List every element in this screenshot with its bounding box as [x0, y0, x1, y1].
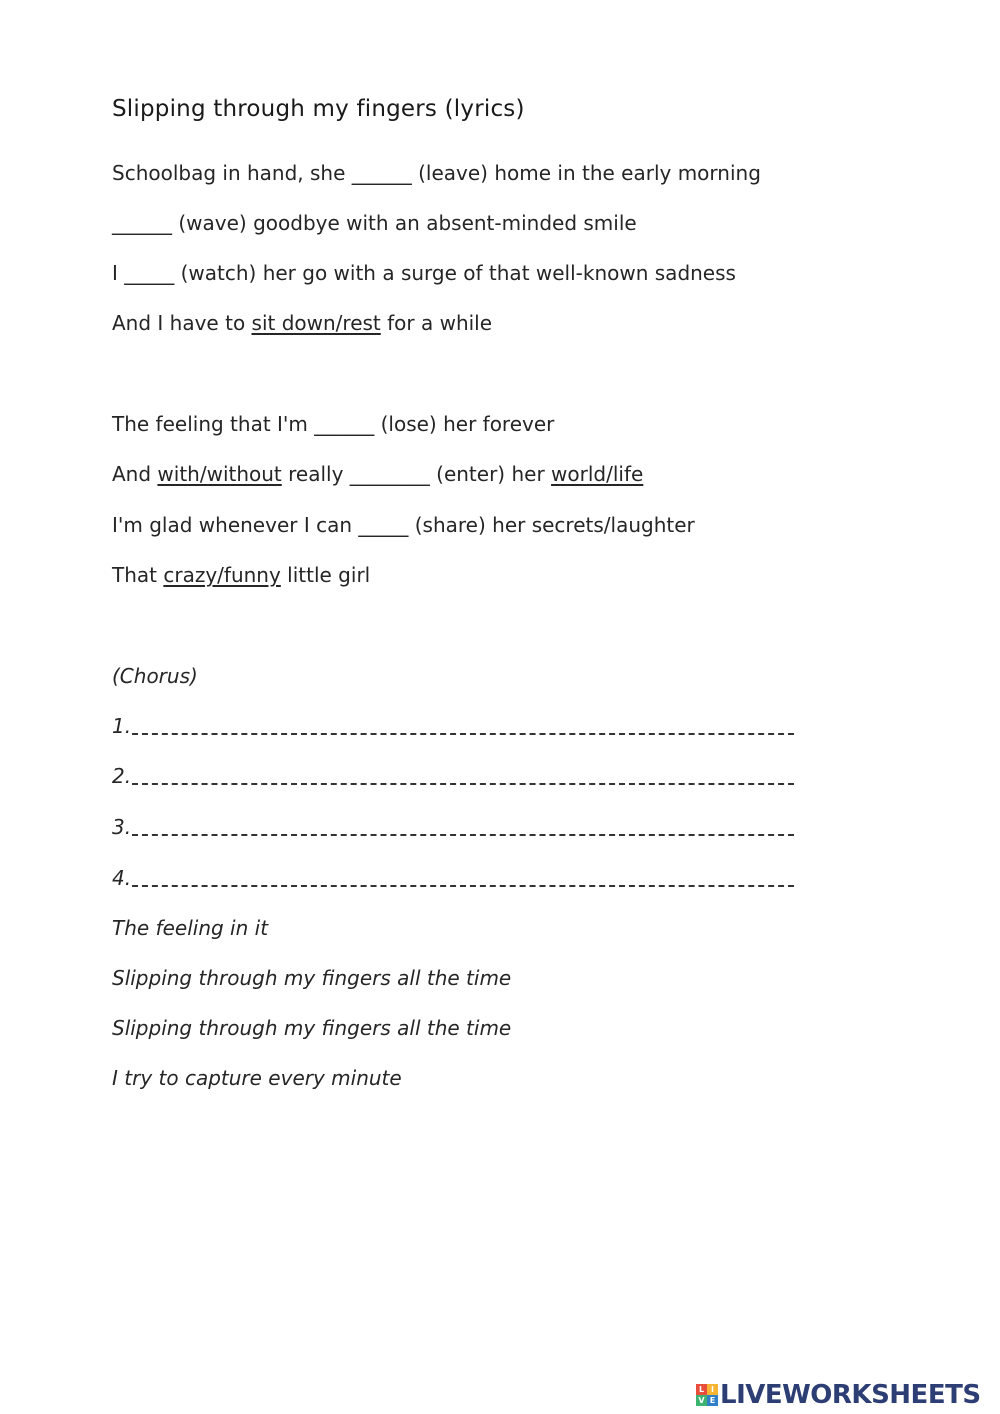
answer-blank-4[interactable]	[112, 866, 794, 890]
chorus-line8: I try to capture every minute	[112, 1066, 402, 1090]
word-choice: with/without	[157, 462, 282, 486]
text-fragment: really ________ (enter) her	[281, 462, 552, 486]
text-fragment: That	[112, 563, 164, 587]
answer-blank-3[interactable]	[112, 815, 794, 839]
word-choice: world/life	[551, 462, 644, 486]
logo-square: V	[696, 1395, 707, 1406]
word-choice: sit down/rest	[251, 311, 381, 335]
chorus-label: (Chorus)	[112, 664, 198, 688]
answer-underline	[132, 834, 794, 836]
text-fragment: And	[112, 462, 158, 486]
text-fragment: And I have to	[112, 311, 252, 335]
verse1-line2: ______ (wave) goodbye with an absent-minded smile	[112, 211, 637, 235]
verse1-line1: Schoolbag in hand, she ______ (leave) home in the early morning	[112, 161, 761, 185]
answer-number: 1.	[112, 714, 132, 738]
logo-square: L	[696, 1384, 707, 1395]
page-title: Slipping through my fingers (lyrics)	[112, 96, 525, 122]
verse2-line1: The feeling that I'm ______ (lose) her forever	[112, 412, 555, 436]
logo-square: I	[707, 1384, 718, 1395]
liveworksheets-logo	[696, 1380, 981, 1410]
verse2-line2	[112, 462, 643, 486]
verse2-line3: I'm glad whenever I can _____ (share) her secrets/laughter	[112, 513, 695, 537]
answer-blank-2[interactable]	[112, 764, 794, 788]
logo-square: E	[707, 1395, 718, 1406]
answer-underline	[132, 783, 794, 785]
verse1-line4	[112, 311, 492, 335]
chorus-line7: Slipping through my fingers all the time	[112, 1016, 512, 1040]
answer-number: 4.	[112, 866, 132, 890]
text-fragment: little girl	[280, 563, 371, 587]
answer-number: 3.	[112, 815, 132, 839]
logo-mark-icon	[696, 1384, 718, 1406]
answer-underline	[132, 885, 794, 887]
chorus-line5: The feeling in it	[112, 916, 269, 940]
logo-text: LIVEWORKSHEETS	[720, 1380, 981, 1410]
word-choice: crazy/funny	[163, 563, 281, 587]
answer-blank-1[interactable]	[112, 714, 794, 738]
text-fragment: for a while	[380, 311, 493, 335]
chorus-line6: Slipping through my fingers all the time	[112, 966, 512, 990]
verse1-line3: I _____ (watch) her go with a surge of that well-known sadness	[112, 261, 736, 285]
answer-number: 2.	[112, 764, 132, 788]
answer-underline	[132, 733, 794, 735]
verse2-line4	[112, 563, 370, 587]
